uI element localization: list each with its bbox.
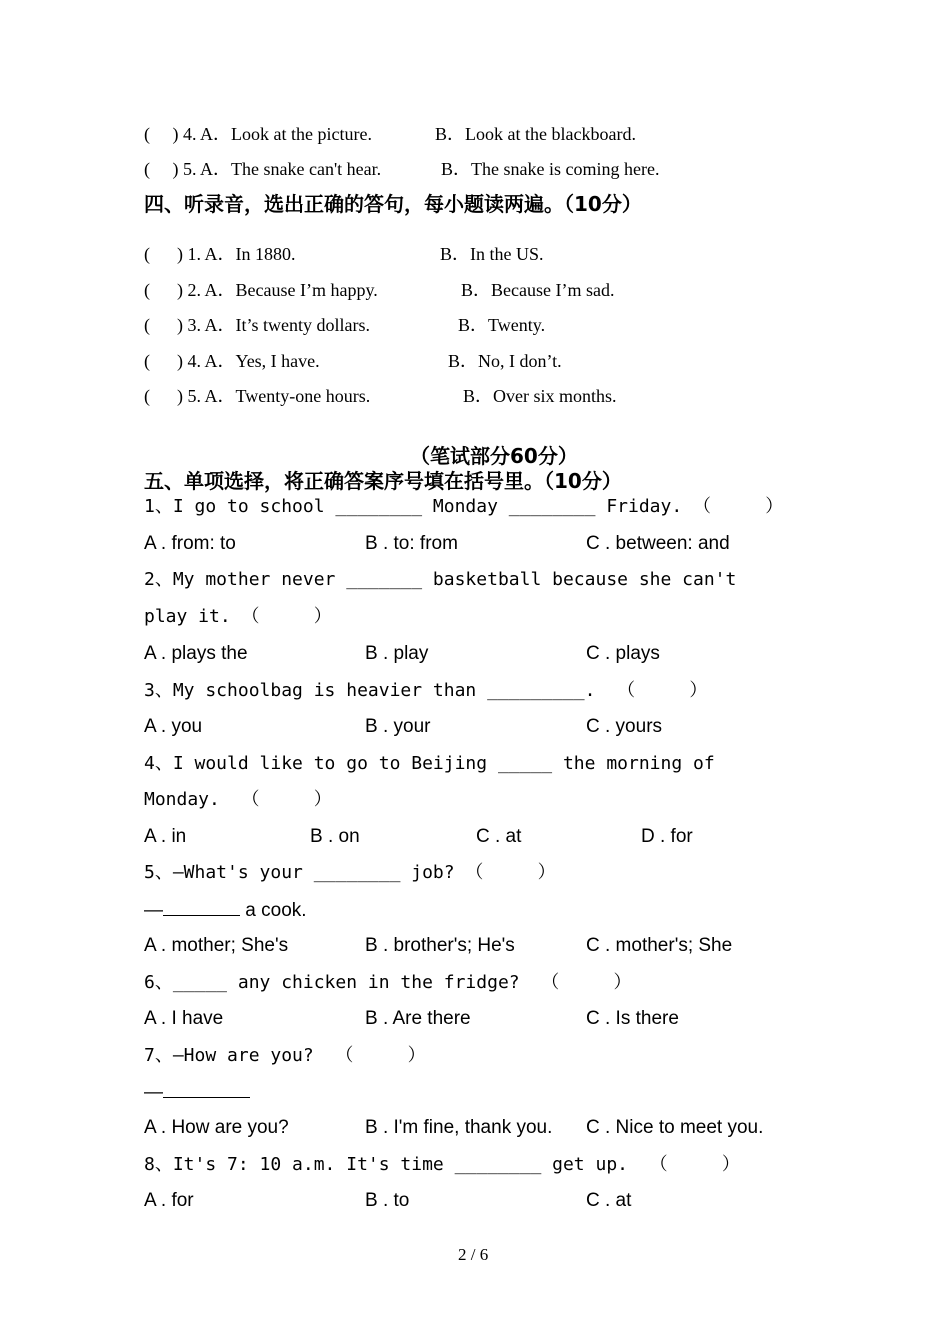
q1-option-a: A . from: to — [144, 533, 236, 554]
s4-item-2-b: B．Because I’m sad. — [461, 280, 615, 300]
q8-option-a: A . for — [144, 1190, 194, 1211]
q5-option-b: B . brother's; He's — [365, 935, 515, 956]
q8-option-b: B . to — [365, 1190, 410, 1211]
q6-option-a: A . I have — [144, 1008, 224, 1029]
q5-option-c: C . mother's; She — [586, 935, 733, 956]
q8-option-c: C . at — [586, 1190, 632, 1211]
q2-option-b: B . play — [365, 643, 429, 664]
q3-option-b: B . your — [365, 716, 431, 737]
s3-item-4-b: B．Look at the blackboard. — [435, 124, 636, 144]
q4-option-c: C . at — [476, 826, 522, 847]
s4-item-1-a: ( ) 1. A．In 1880. — [144, 244, 296, 264]
q1-option-c: C . between: and — [586, 533, 730, 554]
s4-item-2-a: ( ) 2. A．Because I’m happy. — [144, 280, 378, 300]
s4-item-5-b: B．Over six months. — [463, 386, 617, 406]
page-number: 2 / 6 — [458, 1245, 489, 1264]
q6-option-c: C . Is there — [586, 1008, 679, 1029]
s3-item-5-a: ( ) 5. A．The snake can't hear. — [144, 159, 382, 179]
q4-stem-line2: Monday. （ ） — [144, 789, 332, 810]
s4-item-1-b: B．In the US. — [440, 244, 544, 264]
s3-item-5-b: B．The snake is coming here. — [441, 159, 660, 179]
q7-option-b: B . I'm fine, thank you. — [365, 1117, 553, 1138]
q2-stem-line1: 2、My mother never _______ basketball because she can't — [144, 569, 737, 590]
q7-stem: 7、—How are you? （ ） — [144, 1045, 426, 1066]
q1-option-b: B . to: from — [365, 533, 458, 554]
section5-title: 五、单项选择，将正确答案序号填在括号里。（10分） — [144, 469, 622, 493]
q5-option-a: A . mother; She's — [144, 935, 289, 956]
q2-option-c: C . plays — [586, 643, 660, 664]
s3-item-4-a: ( ) 4. A．Look at the picture. — [144, 124, 372, 144]
s4-item-5-a: ( ) 5. A．Twenty-one hours. — [144, 386, 371, 406]
q7-answer-line — [144, 1083, 250, 1102]
q5-answer-blank[interactable] — [163, 901, 240, 916]
q6-stem: 6、_____ any chicken in the fridge? （ ） — [144, 972, 632, 993]
q5-answer-text: a cook. — [240, 900, 307, 921]
s4-item-4-b: B．No, I don’t. — [448, 351, 562, 371]
q5-answer-dash: — — [144, 900, 163, 921]
q5-answer-line — [144, 901, 307, 920]
q7-answer-dash: — — [144, 1082, 163, 1103]
q2-option-a: A . plays the — [144, 643, 248, 664]
q7-answer-blank[interactable] — [163, 1083, 250, 1098]
s4-item-4-a: ( ) 4. A．Yes, I have. — [144, 351, 320, 371]
written-part-title: （笔试部分60分） — [410, 444, 578, 468]
q4-option-a: A . in — [144, 826, 187, 847]
q3-option-a: A . you — [144, 716, 203, 737]
q7-option-a: A . How are you? — [144, 1117, 289, 1138]
q8-stem: 8、It's 7: 10 a.m. It's time ________ get up. （ ） — [144, 1154, 740, 1175]
q4-stem-line1: 4、I would like to go to Beijing _____ the morning of — [144, 753, 715, 774]
q4-option-b: B . on — [310, 826, 360, 847]
section4-title: 四、听录音，选出正确的答句，每小题读两遍。（10分） — [144, 192, 642, 216]
q7-option-c: C . Nice to meet you. — [586, 1117, 764, 1138]
q6-option-b: B . Are there — [365, 1008, 471, 1029]
s4-item-3-b: B．Twenty. — [458, 315, 546, 335]
s4-item-3-a: ( ) 3. A．It’s twenty dollars. — [144, 315, 370, 335]
q1-stem: 1、I go to school ________ Monday ________ Friday. （ ） — [144, 496, 784, 517]
q2-stem-line2: play it. （ ） — [144, 606, 332, 627]
q3-option-c: C . yours — [586, 716, 663, 737]
q4-option-d: D . for — [641, 826, 693, 847]
q3-stem: 3、My schoolbag is heavier than _________. （ ） — [144, 680, 708, 701]
q5-stem: 5、—What's your ________ job? （ ） — [144, 862, 556, 883]
